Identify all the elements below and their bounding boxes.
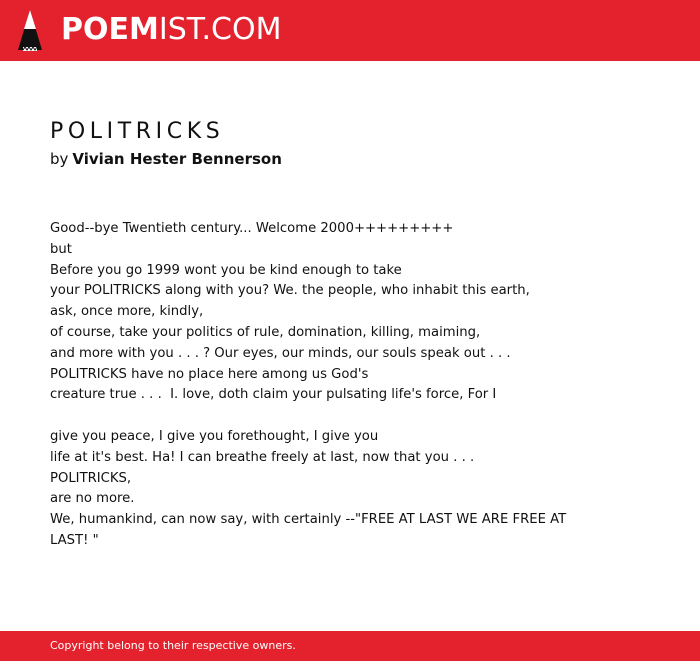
poem-line: LAST! ": [50, 532, 99, 548]
poem-line: POLITRICKS have no place here among us God's: [50, 366, 369, 382]
poem-line: give you peace, I give you forethought, I give you: [50, 428, 379, 444]
byline: [50, 149, 282, 169]
author-name: Vivian Hester Bennerson: [72, 150, 282, 168]
poem-line: of course, take your politics of rule, domination, killing, maiming,: [50, 324, 481, 340]
poem-line: are no more.: [50, 491, 135, 507]
poem-line: ask, once more, kindly,: [50, 304, 204, 320]
by-label: by: [50, 150, 69, 168]
poem-line: and more with you . . . ? Our eyes, our minds, our souls speak out . . .: [50, 345, 511, 361]
poem-line: POLITRICKS,: [50, 470, 132, 486]
poem-line: life at it's best. Ha! I can breathe freely at last, now that you . . .: [50, 449, 475, 465]
poem-line: Good--bye Twentieth century... Welcome 2000+++++++++: [50, 221, 454, 236]
poem-body: [50, 219, 670, 552]
site-logo-text[interactable]: [61, 12, 281, 48]
brand-bold: POEM: [61, 12, 159, 47]
poem-title: POLITRICKS: [50, 119, 225, 144]
poem-line: but: [50, 241, 72, 257]
site-header: [0, 0, 700, 61]
site-footer: [0, 631, 700, 661]
poem-line: creature true . . . I. love, doth claim your pulsating life's force, For I: [50, 387, 497, 403]
poem-line: [50, 406, 670, 427]
poem-line: We, humankind, can now say, with certainly --"FREE AT LAST WE ARE FREE AT: [50, 512, 567, 528]
poem-line: your POLITRICKS along with you? We. the people, who inhabit this earth,: [50, 283, 530, 299]
poem-line: Before you go 1999 wont you be kind enough to take: [50, 262, 402, 278]
pencil-icon[interactable]: [17, 9, 43, 53]
copyright-text: Copyright belong to their respective owners.: [50, 639, 296, 652]
brand-light: IST.COM: [158, 12, 282, 47]
